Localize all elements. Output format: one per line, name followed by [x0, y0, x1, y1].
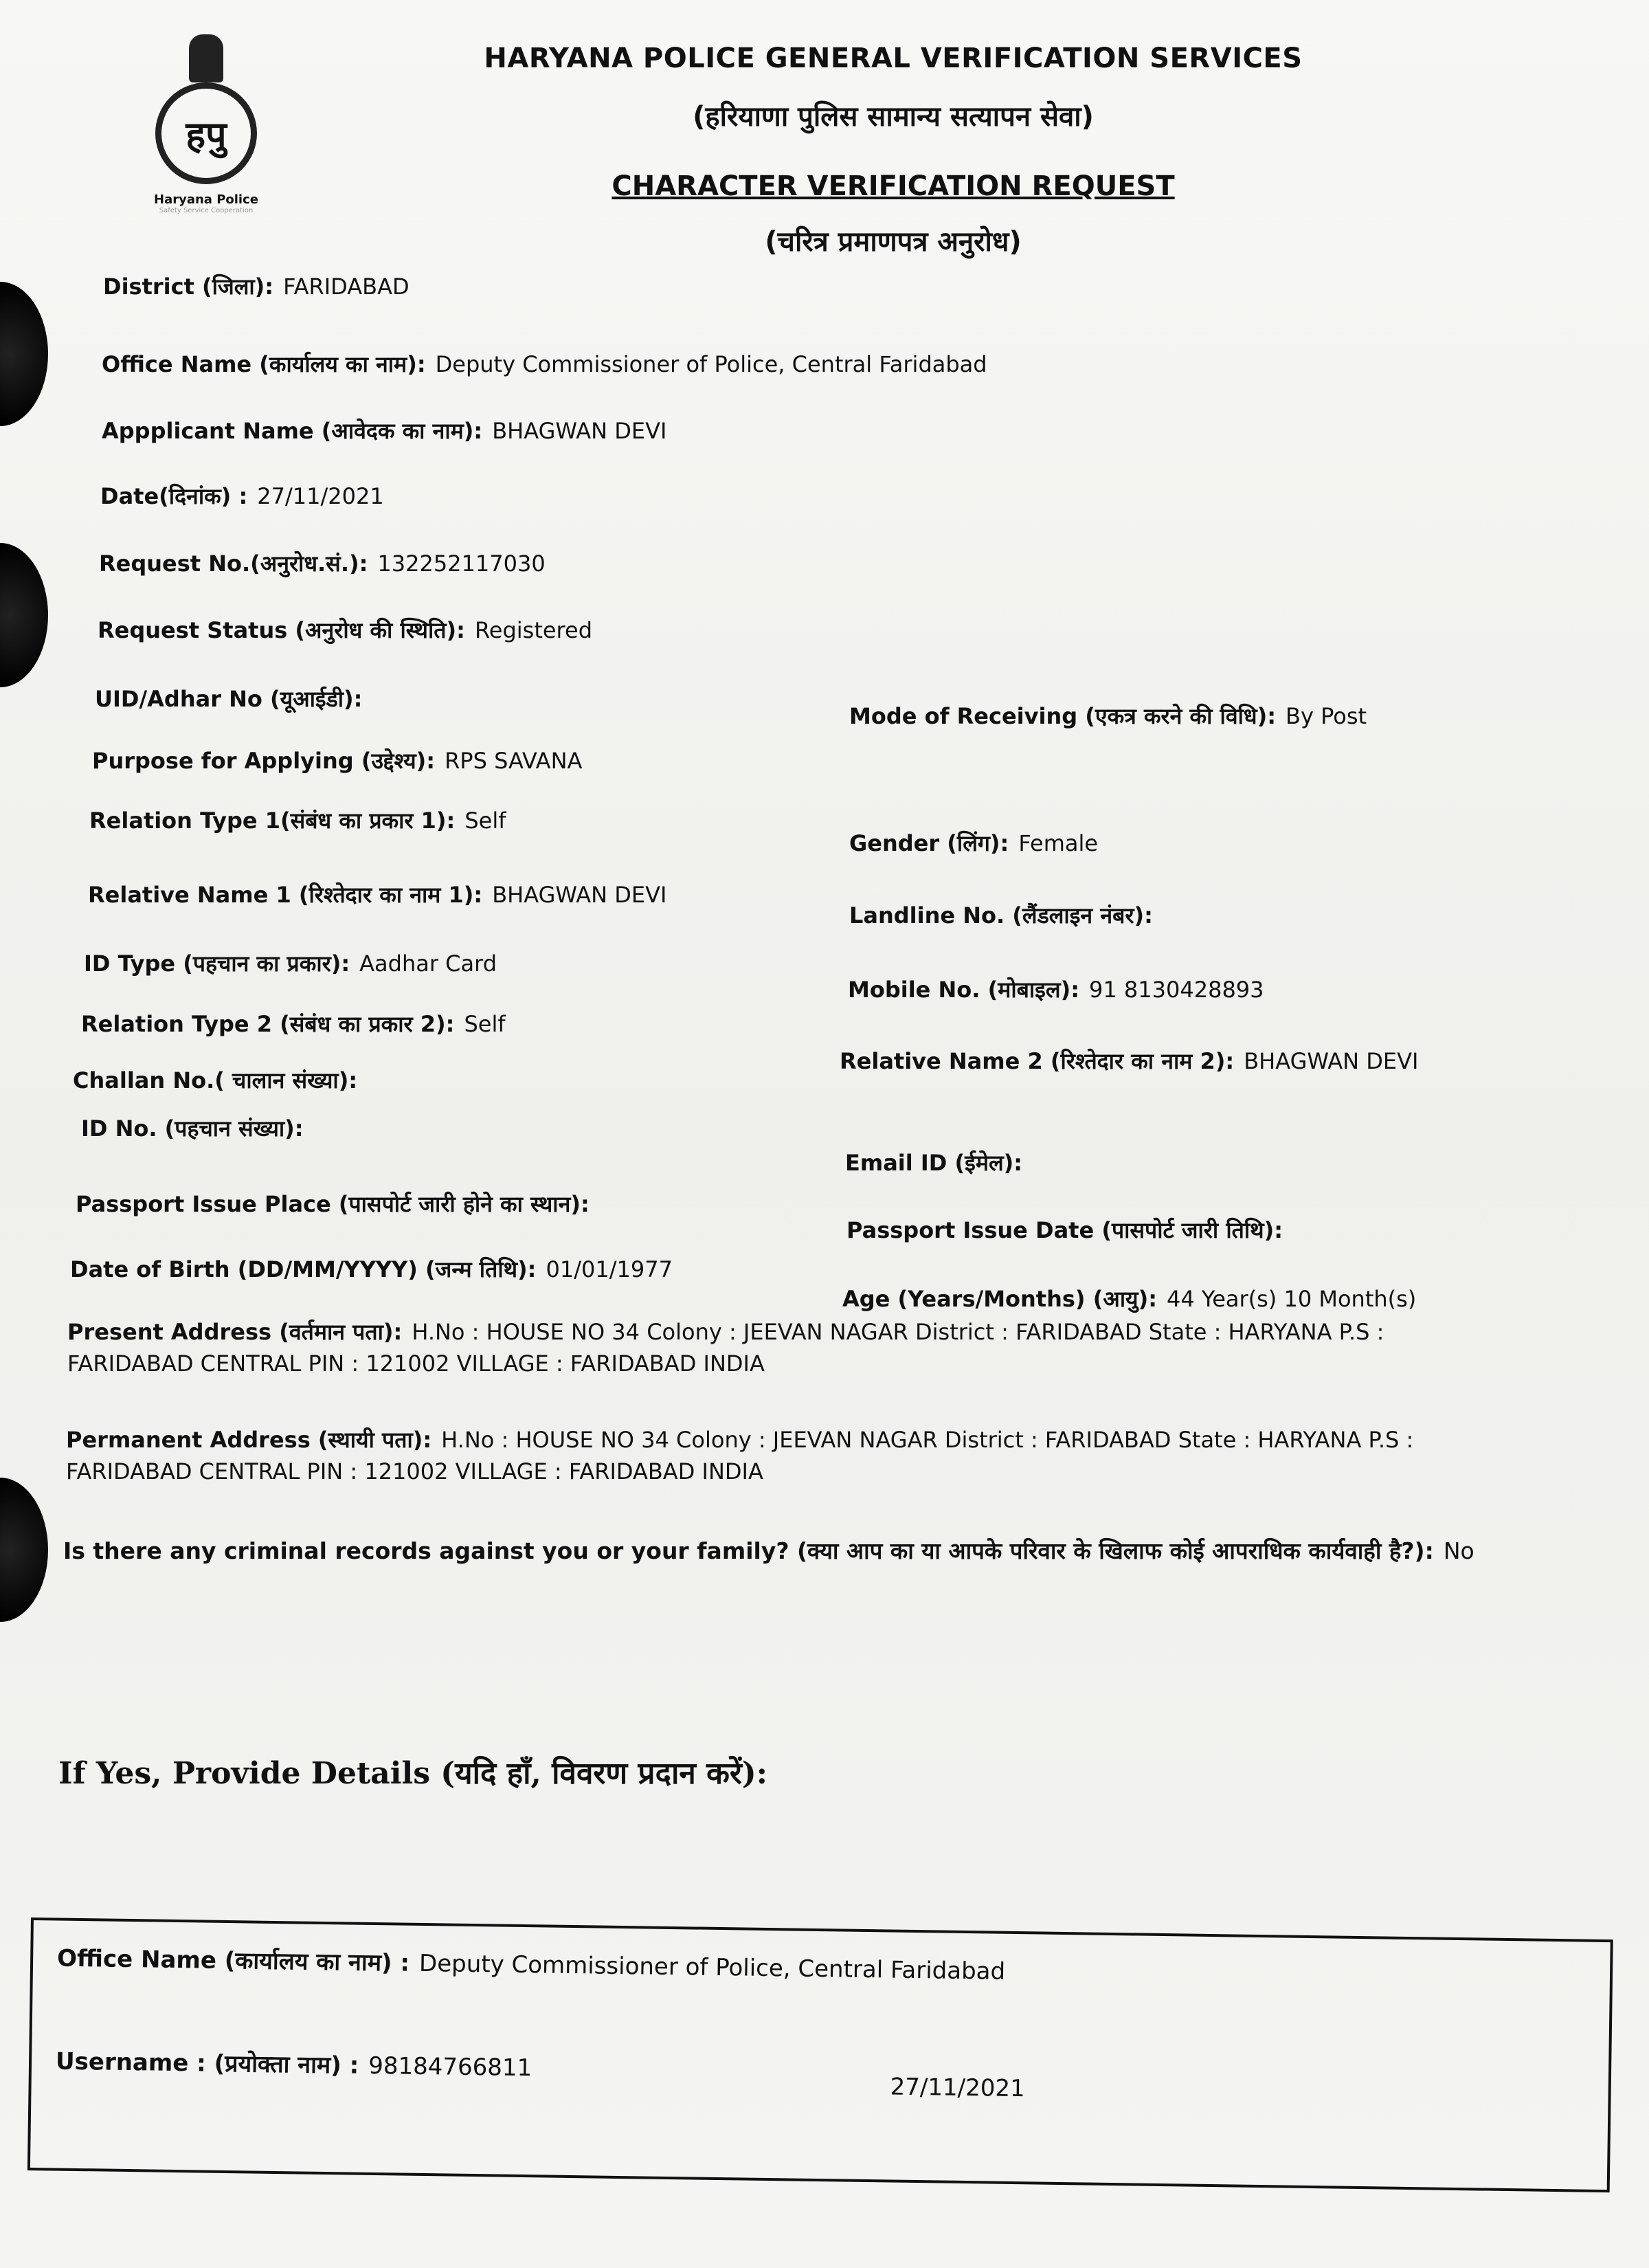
- field-value: Aadhar Card: [359, 950, 497, 977]
- field-value: By Post: [1286, 703, 1367, 729]
- footer-username: [56, 2045, 532, 2083]
- binder-hole: [0, 282, 48, 426]
- field-id-no: [81, 1113, 313, 1143]
- field-value: Female: [1018, 830, 1099, 856]
- field-value: 98184766811: [368, 2052, 532, 2082]
- form-title-hindi: (चरित्र प्रमाणपत्र अनुरोध): [765, 226, 1022, 258]
- field-label: Relative Name 2 (रिश्तेदार का नाम 2):: [840, 1048, 1235, 1074]
- field-label: Purpose for Applying (उद्देश्य):: [92, 748, 436, 774]
- field-label: Gender (लिंग):: [849, 830, 1009, 856]
- field-value: Deputy Commissioner of Police, Central Faridabad: [418, 1949, 1006, 1986]
- field-label: Office Name (कार्यालय का नाम) :: [56, 1944, 410, 1977]
- office-footer-box: [27, 1917, 1613, 2192]
- field-office-name: [102, 349, 987, 379]
- field-value: 27/11/2021: [257, 483, 384, 509]
- field-label: Request Status (अनुरोध की स्थिति):: [98, 617, 465, 643]
- field-relative-name-1: [88, 880, 666, 909]
- footer-office-name: [57, 1942, 1006, 1986]
- field-value: RPS SAVANA: [445, 748, 583, 774]
- field-value: 132252117030: [377, 551, 546, 577]
- field-request-no: [99, 548, 546, 578]
- field-passport-issue-place: [76, 1189, 599, 1219]
- page-title-hindi: (हरियाणा पुलिस सामान्य सत्यापन सेवा): [693, 101, 1094, 133]
- question-text: Is there any criminal records against you or your family? (क्या आप का या आपके परिवार के खिलाफ कोई आपराधिक कार्यवाही है?):: [63, 1537, 1434, 1564]
- field-relative-name-2: [840, 1046, 1418, 1076]
- field-label: Present Address (वर्तमान पता):: [67, 1319, 403, 1345]
- field-label: Challan No.( चालान संख्या):: [73, 1067, 358, 1093]
- field-value: Self: [464, 808, 506, 834]
- answer-text: No: [1443, 1537, 1474, 1564]
- field-label: ID No. (पहचान संख्या):: [81, 1115, 304, 1142]
- field-applicant-name: [102, 416, 666, 445]
- field-label: Username : (प्रयोक्ता नाम) :: [55, 2047, 359, 2080]
- field-label: Date(दिनांक) :: [100, 483, 248, 509]
- field-date: [100, 481, 384, 511]
- field-relation-type-2: [81, 1009, 506, 1038]
- field-purpose: [92, 746, 582, 775]
- binder-hole: [0, 543, 48, 687]
- field-mobile: [848, 975, 1264, 1004]
- field-landline: [849, 900, 1163, 930]
- field-relation-type-1: [89, 805, 506, 835]
- field-id-type: [84, 948, 497, 978]
- field-value: FARIDABAD: [283, 274, 410, 300]
- police-badge-icon: हपु: [155, 82, 257, 184]
- field-label: Passport Issue Date (पासपोर्ट जारी तिथि):: [846, 1217, 1283, 1243]
- field-label: Relative Name 1 (रिश्तेदार का नाम 1):: [88, 882, 483, 908]
- footer-date: 27/11/2021: [890, 2073, 1025, 2103]
- field-value: Self: [464, 1011, 506, 1037]
- criminal-record-question: [63, 1531, 1575, 1571]
- field-label: Date of Birth (DD/MM/YYYY) (जन्म तिथि):: [70, 1256, 537, 1282]
- field-challan-no: [73, 1065, 367, 1095]
- field-value: BHAGWAN DEVI: [492, 882, 667, 908]
- form-title: CHARACTER VERIFICATION REQUEST: [612, 170, 1175, 202]
- field-label: ID Type (पहचान का प्रकार):: [84, 950, 350, 977]
- field-date-of-birth: [70, 1254, 673, 1284]
- field-permanent-address: [66, 1424, 1509, 1487]
- field-passport-issue-date: [846, 1215, 1292, 1245]
- field-value: 44 Year(s) 10 Month(s): [1167, 1286, 1417, 1312]
- field-label: UID/Adhar No (यूआईडी):: [95, 686, 363, 712]
- field-label: Office Name (कार्यालय का नाम):: [102, 351, 426, 377]
- logo-tagline: Safety Service Cooperation: [159, 207, 254, 214]
- field-district: [103, 271, 410, 301]
- field-label: Relation Type 2 (संबंध का प्रकार 2):: [81, 1011, 455, 1037]
- field-gender: [849, 828, 1098, 858]
- field-label: Permanent Address (स्थायी पता):: [66, 1427, 432, 1453]
- field-label: Passport Issue Place (पासपोर्ट जारी होने का स्थान):: [76, 1191, 590, 1217]
- field-label: Age (Years/Months) (आयु):: [842, 1286, 1157, 1312]
- binder-hole: [0, 1478, 48, 1622]
- field-label: District (जिला):: [103, 274, 274, 300]
- field-value: BHAGWAN DEVI: [492, 418, 667, 444]
- field-value: Registered: [474, 617, 592, 643]
- field-value: 01/01/1977: [546, 1256, 673, 1282]
- field-label: Relation Type 1(संबंध का प्रकार 1):: [89, 808, 456, 834]
- field-label: Landline No. (लैंडलाइन नंबर):: [849, 902, 1153, 929]
- field-value: Deputy Commissioner of Police, Central Faridabad: [435, 351, 987, 377]
- page-title: HARYANA POLICE GENERAL VERIFICATION SERVICES: [484, 43, 1303, 74]
- field-label: Mobile No. (मोबाइल):: [848, 977, 1080, 1003]
- field-present-address: [67, 1316, 1510, 1379]
- logo-name: Haryana Police: [154, 192, 258, 207]
- field-value: H.No : HOUSE NO 34 Colony : JEEVAN NAGAR District : FARIDABAD State : HARYANA P.S : FARIDABAD CENTRAL PIN : 121002 VILLAGE : FARIDABAD INDIA: [66, 1427, 1414, 1485]
- field-value: 91 8130428893: [1089, 977, 1264, 1003]
- ashoka-emblem-icon: [189, 34, 223, 82]
- if-yes-details-label: If Yes, Provide Details (यदि हाँ, विवरण प्रदान करें):: [58, 1756, 767, 1791]
- field-label: Mode of Receiving (एकत्र करने की विधि):: [849, 703, 1277, 729]
- field-label: Email ID (ईमेल):: [845, 1150, 1023, 1176]
- field-value: H.No : HOUSE NO 34 Colony : JEEVAN NAGAR District : FARIDABAD State : HARYANA P.S : FARIDABAD CENTRAL PIN : 121002 VILLAGE : FARIDABAD INDIA: [67, 1319, 1384, 1377]
- field-email: [845, 1148, 1032, 1177]
- field-mode-of-receiving: [849, 701, 1367, 731]
- field-value: BHAGWAN DEVI: [1244, 1048, 1419, 1074]
- field-age: [842, 1284, 1416, 1313]
- field-request-status: [98, 615, 592, 645]
- haryana-police-logo: [124, 34, 289, 227]
- field-uid: [95, 684, 372, 713]
- field-label: Request No.(अनुरोध.सं.):: [99, 551, 368, 577]
- field-label: Appplicant Name (आवेदक का नाम):: [102, 418, 483, 444]
